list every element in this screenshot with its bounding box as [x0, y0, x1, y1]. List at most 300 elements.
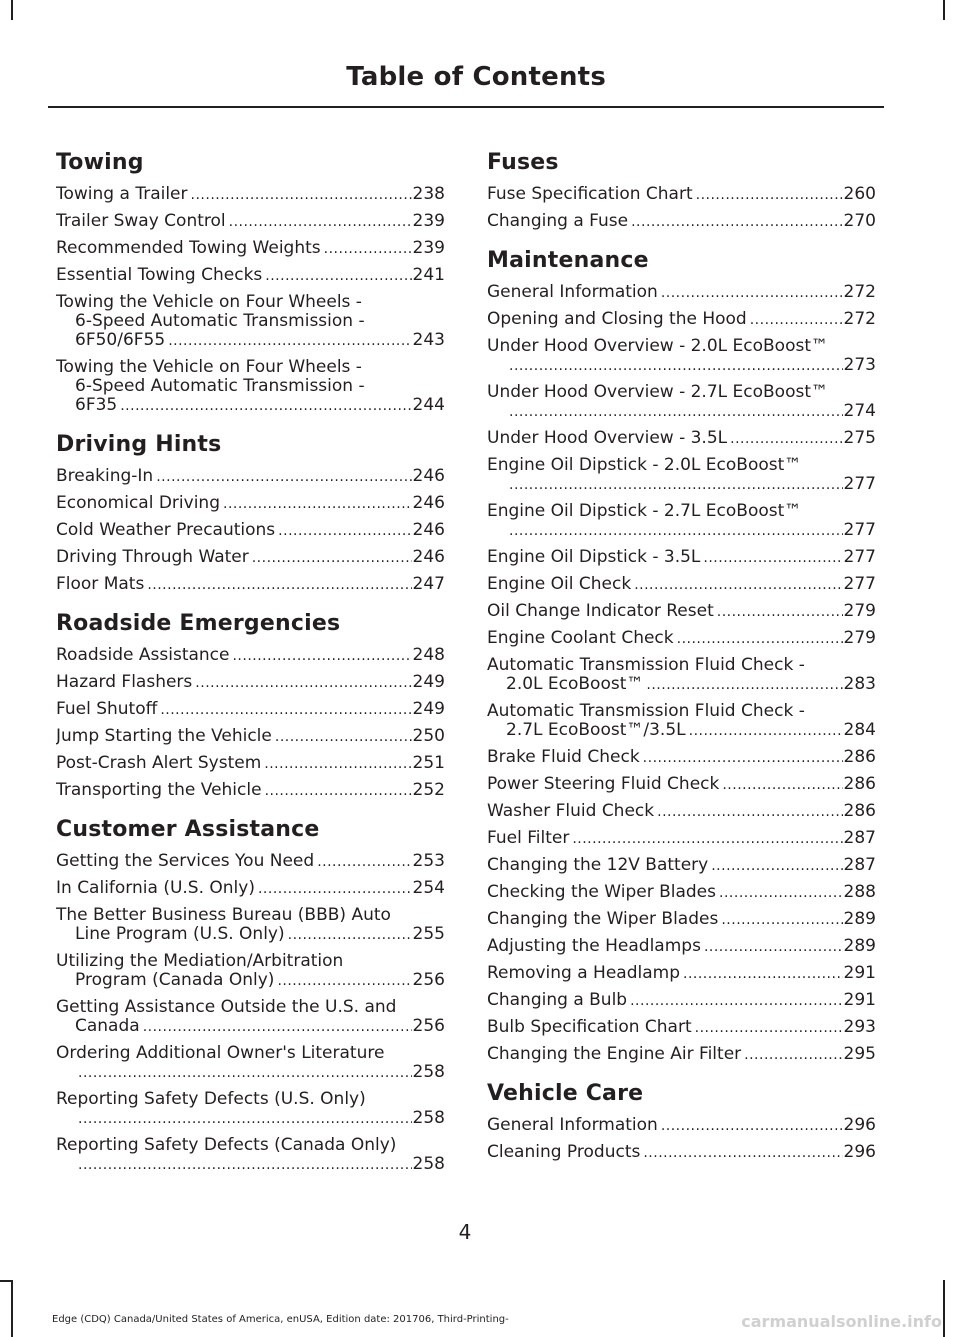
dot-leader: [78, 1063, 412, 1083]
toc-entry-title: Economical Driving: [56, 494, 220, 513]
toc-entry-line: [487, 775, 876, 795]
toc-entry-title: Under Hood Overview - 2.7L EcoBoost™: [487, 383, 829, 402]
toc-entry-title: Changing a Bulb: [487, 991, 628, 1010]
toc-entry-line: [487, 575, 876, 595]
toc-section-customer-assistance: [56, 815, 445, 1175]
toc-entry-line: [487, 310, 876, 330]
toc-entry[interactable]: [487, 310, 876, 330]
dot-leader: [689, 721, 843, 741]
toc-entry-line: [487, 1045, 876, 1065]
toc-entry-page: 277: [843, 575, 876, 594]
toc-entry-line: [487, 1018, 876, 1038]
dot-leader: [696, 185, 843, 205]
toc-entry[interactable]: [56, 1136, 445, 1175]
header-rule: [48, 106, 884, 108]
toc-entry-title: 6F35: [75, 396, 118, 415]
toc-entry-page: 258: [412, 1063, 445, 1082]
toc-entry-line: [487, 702, 876, 721]
toc-entry-page: 289: [843, 910, 876, 929]
toc-entry-title: Essential Towing Checks: [56, 266, 263, 285]
toc-section-towing: [56, 148, 445, 416]
toc-entry-line: [487, 937, 876, 957]
toc-entry[interactable]: [56, 575, 445, 595]
toc-entry-line: [56, 700, 445, 720]
toc-entry[interactable]: [56, 852, 445, 872]
dot-leader: [509, 521, 843, 541]
toc-entry-page: 270: [843, 212, 876, 231]
footer-edition-text: Edge (CDQ) Canada/United States of America, enUSA, Edition date: 201706, Third-Printing-: [52, 1314, 509, 1325]
dot-leader: [643, 748, 843, 768]
toc-entry-page: 286: [843, 802, 876, 821]
toc-entry-title: Jump Starting the Vehicle: [56, 727, 272, 746]
toc-entry-line: [56, 673, 445, 693]
toc-entry[interactable]: [487, 629, 876, 649]
toc-entry-line: [56, 575, 445, 595]
toc-entry-title: Canada: [75, 1017, 140, 1036]
toc-entry-page: 246: [412, 494, 445, 513]
toc-entry-line: [487, 402, 876, 422]
toc-entry-page: 274: [843, 402, 876, 421]
dot-leader: [229, 212, 412, 232]
toc-entry-line: [487, 656, 876, 675]
dot-leader: [78, 1155, 412, 1175]
toc-entry-line: [56, 646, 445, 666]
dot-leader: [258, 879, 412, 899]
toc-entry-title: Under Hood Overview - 3.5L: [487, 429, 728, 448]
toc-entry[interactable]: [56, 266, 445, 286]
toc-entry[interactable]: [487, 502, 876, 541]
dot-leader: [572, 829, 842, 849]
toc-entry-title: Oil Change Indicator Reset: [487, 602, 714, 621]
dot-leader: [744, 1045, 842, 1065]
dot-leader: [78, 1109, 412, 1129]
toc-entry-title: Utilizing the Mediation/Arbitration: [56, 952, 344, 971]
toc-entry[interactable]: [56, 212, 445, 232]
toc-entry[interactable]: [487, 748, 876, 768]
toc-entry-line: [487, 721, 876, 741]
toc-entry-title: Engine Oil Dipstick - 3.5L: [487, 548, 701, 567]
dot-leader: [631, 212, 842, 232]
crop-mark-bottom-left: [11, 1280, 13, 1337]
toc-entry-line: [56, 1017, 445, 1037]
toc-entry-page: 286: [843, 775, 876, 794]
dot-leader: [156, 467, 411, 487]
dot-leader: [634, 575, 842, 595]
dot-leader: [509, 402, 843, 422]
toc-entry-title: Brake Fluid Check: [487, 748, 640, 767]
toc-entry-title: Trailer Sway Control: [56, 212, 226, 231]
dot-leader: [509, 475, 843, 495]
toc-entry-title: Adjusting the Headlamps: [487, 937, 701, 956]
toc-entry-line: [487, 212, 876, 232]
toc-entry-title: Power Steering Fluid Check: [487, 775, 720, 794]
dot-leader: [160, 700, 411, 720]
page-title: Table of Contents: [346, 62, 606, 92]
toc-entry[interactable]: [487, 283, 876, 303]
dot-leader: [252, 548, 412, 568]
dot-leader: [509, 356, 843, 376]
toc-entry-title: Cold Weather Precautions: [56, 521, 276, 540]
toc-entry-page: 254: [412, 879, 445, 898]
toc-entry[interactable]: [487, 429, 876, 449]
dot-leader: [223, 494, 412, 514]
toc-entry-line: [56, 906, 445, 925]
dot-leader: [324, 239, 412, 259]
dot-leader: [704, 937, 843, 957]
toc-entry[interactable]: [56, 1090, 445, 1129]
toc-section-vehicle-care: [487, 1079, 876, 1163]
toc-entry-line: [487, 185, 876, 205]
toc-entry[interactable]: [56, 673, 445, 693]
toc-entry-title: Engine Oil Dipstick - 2.0L EcoBoost™: [487, 456, 802, 475]
toc-entry-page: 239: [412, 239, 445, 258]
toc-entry-title: General Information: [487, 283, 658, 302]
dot-leader: [646, 675, 842, 695]
toc-entry-title: Towing the Vehicle on Four Wheels -: [56, 358, 362, 377]
section-heading: Fuses: [487, 150, 559, 175]
toc-section-driving-hints: [56, 430, 445, 595]
toc-section-fuses: [487, 148, 876, 232]
toc-entry[interactable]: [56, 727, 445, 747]
toc-entry-page: 246: [412, 467, 445, 486]
toc-entry-line: [487, 548, 876, 568]
toc-entry[interactable]: [487, 575, 876, 595]
dot-leader: [288, 925, 412, 945]
toc-entry-title: Fuse Specification Chart: [487, 185, 693, 204]
toc-entry-page: 248: [412, 646, 445, 665]
dot-leader: [717, 602, 843, 622]
toc-entry-page: 293: [843, 1018, 876, 1037]
toc-entry-line: [56, 971, 445, 991]
toc-entry-title: 2.7L EcoBoost™/3.5L: [506, 721, 686, 740]
toc-entry-line: [487, 1116, 876, 1136]
toc-entry-page: 287: [843, 856, 876, 875]
toc-entry-line: [56, 781, 445, 801]
toc-entry-page: 287: [843, 829, 876, 848]
toc-entry-line: [56, 239, 445, 259]
toc-entry-title: Changing the 12V Battery: [487, 856, 709, 875]
toc-entry-title: Transporting the Vehicle: [56, 781, 262, 800]
toc-entry-line: [56, 1155, 445, 1175]
toc-entry-title: Hazard Flashers: [56, 673, 193, 692]
toc-entry-line: [56, 331, 445, 351]
toc-entry[interactable]: [487, 548, 876, 568]
toc-entry-line: [487, 964, 876, 984]
dot-leader: [147, 575, 411, 595]
toc-entry-page: 277: [843, 521, 876, 540]
dot-leader: [275, 727, 412, 747]
toc-entry[interactable]: [56, 998, 445, 1037]
toc-entry[interactable]: [487, 991, 876, 1011]
dot-leader: [278, 521, 411, 541]
crop-mark-bottom-right: [943, 1280, 945, 1337]
toc-entry-title: Changing the Engine Air Filter: [487, 1045, 742, 1064]
toc-entry-title: Towing the Vehicle on Four Wheels -: [56, 293, 362, 312]
toc-entry[interactable]: [487, 775, 876, 795]
toc-entry-title: Getting the Services You Need: [56, 852, 315, 871]
dot-leader: [695, 1018, 843, 1038]
toc-entry-page: 273: [843, 356, 876, 375]
dot-leader: [730, 429, 842, 449]
toc-entry-page: 296: [843, 1143, 876, 1162]
toc-entry-page: 279: [843, 602, 876, 621]
toc-entry-title: Changing the Wiper Blades: [487, 910, 719, 929]
toc-entry[interactable]: [487, 602, 876, 622]
toc-entry-title: Fuel Shutoff: [56, 700, 158, 719]
toc-entry-title: Floor Mats: [56, 575, 145, 594]
toc-entry-page: 250: [412, 727, 445, 746]
toc-entry[interactable]: [487, 910, 876, 930]
toc-entry-page: 272: [843, 310, 876, 329]
toc-entry-line: [56, 852, 445, 872]
toc-entry-title: Engine Oil Dipstick - 2.7L EcoBoost™: [487, 502, 802, 521]
toc-entry-title: Towing a Trailer: [56, 185, 188, 204]
page-number: 4: [458, 1220, 472, 1244]
toc-entry[interactable]: [487, 802, 876, 822]
toc-entry-page: 272: [843, 283, 876, 302]
toc-entry-page: 277: [843, 475, 876, 494]
toc-entry[interactable]: [487, 383, 876, 422]
toc-entry-line: [56, 212, 445, 232]
toc-entry-line: [487, 910, 876, 930]
toc-entry-line: [56, 952, 445, 971]
section-heading: Maintenance: [487, 248, 649, 273]
toc-entry-title: 6-Speed Automatic Transmission -: [75, 377, 365, 396]
toc-entry-title: Getting Assistance Outside the U.S. and: [56, 998, 397, 1017]
toc-entry-page: 277: [843, 548, 876, 567]
toc-entry-page: 258: [412, 1155, 445, 1174]
toc-section-maintenance: [487, 246, 876, 1065]
toc-entry-line: [487, 629, 876, 649]
toc-entry[interactable]: [56, 521, 445, 541]
section-heading: Customer Assistance: [56, 817, 320, 842]
toc-entry[interactable]: [56, 1044, 445, 1083]
toc-entry-page: 243: [412, 331, 445, 350]
toc-entry-title: Checking the Wiper Blades: [487, 883, 717, 902]
toc-entry-line: [56, 879, 445, 899]
toc-entry[interactable]: [56, 952, 445, 991]
toc-entry-title: 6-Speed Automatic Transmission -: [75, 312, 365, 331]
toc-entry-page: 288: [843, 883, 876, 902]
toc-entry-line: [487, 991, 876, 1011]
toc-entry[interactable]: [487, 829, 876, 849]
toc-entry-page: 246: [412, 521, 445, 540]
toc-entry-page: 253: [412, 852, 445, 871]
toc-entry-line: [487, 502, 876, 521]
toc-entry-page: 295: [843, 1045, 876, 1064]
toc-entry-line: [56, 312, 445, 331]
toc-entry-title: The Better Business Bureau (BBB) Auto: [56, 906, 391, 925]
toc-entry[interactable]: [56, 185, 445, 205]
toc-entry[interactable]: [56, 293, 445, 351]
toc-entry-line: [56, 1109, 445, 1129]
toc-entry-title: Automatic Transmission Fluid Check -: [487, 656, 805, 675]
toc-entry-line: [56, 185, 445, 205]
toc-entry-title: Changing a Fuse: [487, 212, 629, 231]
dot-leader: [711, 856, 842, 876]
toc-entry-line: [487, 748, 876, 768]
toc-entry-line: [487, 475, 876, 495]
toc-entry-page: 246: [412, 548, 445, 567]
toc-left-column: [56, 148, 445, 1189]
toc-entry-line: [487, 602, 876, 622]
toc-entry[interactable]: [56, 239, 445, 259]
toc-entry-title: Line Program (U.S. Only): [75, 925, 285, 944]
toc-entry[interactable]: [56, 781, 445, 801]
toc-entry-line: [487, 283, 876, 303]
toc-entry-title: Opening and Closing the Hood: [487, 310, 747, 329]
toc-entry-line: [487, 356, 876, 376]
section-heading: Roadside Emergencies: [56, 611, 341, 636]
toc-entry[interactable]: [56, 548, 445, 568]
toc-entry-line: [56, 754, 445, 774]
dot-leader: [661, 283, 843, 303]
toc-entry-title: Program (Canada Only): [75, 971, 275, 990]
toc-entry[interactable]: [487, 1143, 876, 1163]
toc-entry[interactable]: [487, 1045, 876, 1065]
toc-entry-line: [487, 456, 876, 475]
dot-leader: [191, 185, 412, 205]
toc-entry-page: 283: [843, 675, 876, 694]
toc-entry-line: [56, 998, 445, 1017]
dot-leader: [721, 910, 842, 930]
toc-entry-title: Washer Fluid Check: [487, 802, 655, 821]
section-heading: Vehicle Care: [487, 1081, 644, 1106]
toc-entry-line: [56, 293, 445, 312]
toc-entry-title: Reporting Safety Defects (U.S. Only): [56, 1090, 366, 1109]
dot-leader: [232, 646, 411, 666]
dot-leader: [168, 331, 411, 351]
toc-entry[interactable]: [487, 337, 876, 376]
toc-entry-title: Reporting Safety Defects (Canada Only): [56, 1136, 397, 1155]
dot-leader: [661, 1116, 843, 1136]
toc-entry[interactable]: [487, 883, 876, 903]
toc-entry[interactable]: [56, 646, 445, 666]
dot-leader: [265, 781, 412, 801]
toc-entry-title: In California (U.S. Only): [56, 879, 255, 898]
toc-entry-page: 289: [843, 937, 876, 956]
dot-leader: [264, 754, 411, 774]
toc-entry-title: Under Hood Overview - 2.0L EcoBoost™: [487, 337, 829, 356]
toc-entry-line: [56, 521, 445, 541]
toc-entry-title: 2.0L EcoBoost™: [506, 675, 644, 694]
dot-leader: [722, 775, 842, 795]
toc-entry[interactable]: [487, 656, 876, 695]
toc-entry[interactable]: [56, 700, 445, 720]
toc-entry-line: [487, 429, 876, 449]
toc-entry[interactable]: [487, 856, 876, 876]
dot-leader: [317, 852, 411, 872]
toc-entry-line: [487, 802, 876, 822]
toc-entry-title: Bulb Specification Chart: [487, 1018, 692, 1037]
toc-entry-line: [56, 494, 445, 514]
dot-leader: [630, 991, 842, 1011]
toc-entry[interactable]: [56, 879, 445, 899]
toc-entry-page: 296: [843, 1116, 876, 1135]
toc-entry[interactable]: [487, 212, 876, 232]
toc-entry-title: Removing a Headlamp: [487, 964, 680, 983]
toc-entry-line: [56, 467, 445, 487]
toc-entry-page: 244: [412, 396, 445, 415]
toc-entry-line: [56, 727, 445, 747]
toc-entry-line: [56, 925, 445, 945]
toc-entry-page: 249: [412, 700, 445, 719]
toc-entry-line: [56, 1090, 445, 1109]
crop-mark-top-right: [943, 0, 945, 20]
toc-entry[interactable]: [487, 185, 876, 205]
dot-leader: [643, 1143, 842, 1163]
dot-leader: [677, 629, 843, 649]
toc-entry-title: Roadside Assistance: [56, 646, 230, 665]
dot-leader: [703, 548, 842, 568]
toc-entry-page: 241: [412, 266, 445, 285]
section-heading: Towing: [56, 150, 144, 175]
toc-entry[interactable]: [487, 1116, 876, 1136]
dot-leader: [719, 883, 843, 903]
dot-leader: [657, 802, 842, 822]
toc-entry-line: [487, 521, 876, 541]
dot-leader: [265, 266, 411, 286]
toc-entry-page: 291: [843, 991, 876, 1010]
toc-entry[interactable]: [487, 456, 876, 495]
toc-entry-page: 291: [843, 964, 876, 983]
toc-entry-line: [56, 1136, 445, 1155]
toc-entry-page: 279: [843, 629, 876, 648]
toc-entry-title: Ordering Additional Owner's Literature: [56, 1044, 385, 1063]
toc-entry[interactable]: [487, 702, 876, 741]
toc-right-column: [487, 148, 876, 1177]
toc-entry-line: [56, 377, 445, 396]
dot-leader: [120, 396, 411, 416]
watermark: carmanualsonline.info: [741, 1312, 942, 1331]
toc-entry[interactable]: [56, 906, 445, 945]
toc-entry-page: 256: [412, 971, 445, 990]
dot-leader: [750, 310, 843, 330]
crop-mark-bottom-left-h: [0, 1280, 13, 1282]
toc-entry[interactable]: [56, 754, 445, 774]
toc-entry[interactable]: [56, 358, 445, 416]
toc-entry-line: [56, 358, 445, 377]
toc-entry-page: 286: [843, 748, 876, 767]
toc-entry-line: [56, 1063, 445, 1083]
toc-entry-page: 256: [412, 1017, 445, 1036]
toc-entry-page: 249: [412, 673, 445, 692]
toc-entry-title: Breaking-In: [56, 467, 154, 486]
toc-entry-page: 284: [843, 721, 876, 740]
toc-entry-title: Cleaning Products: [487, 1143, 641, 1162]
toc-entry-page: 247: [412, 575, 445, 594]
toc-entry-line: [487, 337, 876, 356]
toc-entry[interactable]: [487, 937, 876, 957]
toc-entry[interactable]: [487, 1018, 876, 1038]
toc-entry-title: Engine Oil Check: [487, 575, 632, 594]
toc-entry[interactable]: [487, 964, 876, 984]
toc-entry-page: 238: [412, 185, 445, 204]
toc-entry-line: [487, 1143, 876, 1163]
toc-entry[interactable]: [56, 494, 445, 514]
toc-entry-line: [487, 383, 876, 402]
toc-entry-page: 252: [412, 781, 445, 800]
toc-entry[interactable]: [56, 467, 445, 487]
section-heading: Driving Hints: [56, 432, 222, 457]
toc-entry-title: Engine Coolant Check: [487, 629, 674, 648]
toc-entry-line: [56, 548, 445, 568]
toc-entry-line: [56, 266, 445, 286]
toc-section-roadside-emergencies: [56, 609, 445, 801]
toc-entry-line: [487, 675, 876, 695]
toc-entry-title: General Information: [487, 1116, 658, 1135]
crop-mark-top-left: [11, 0, 13, 20]
